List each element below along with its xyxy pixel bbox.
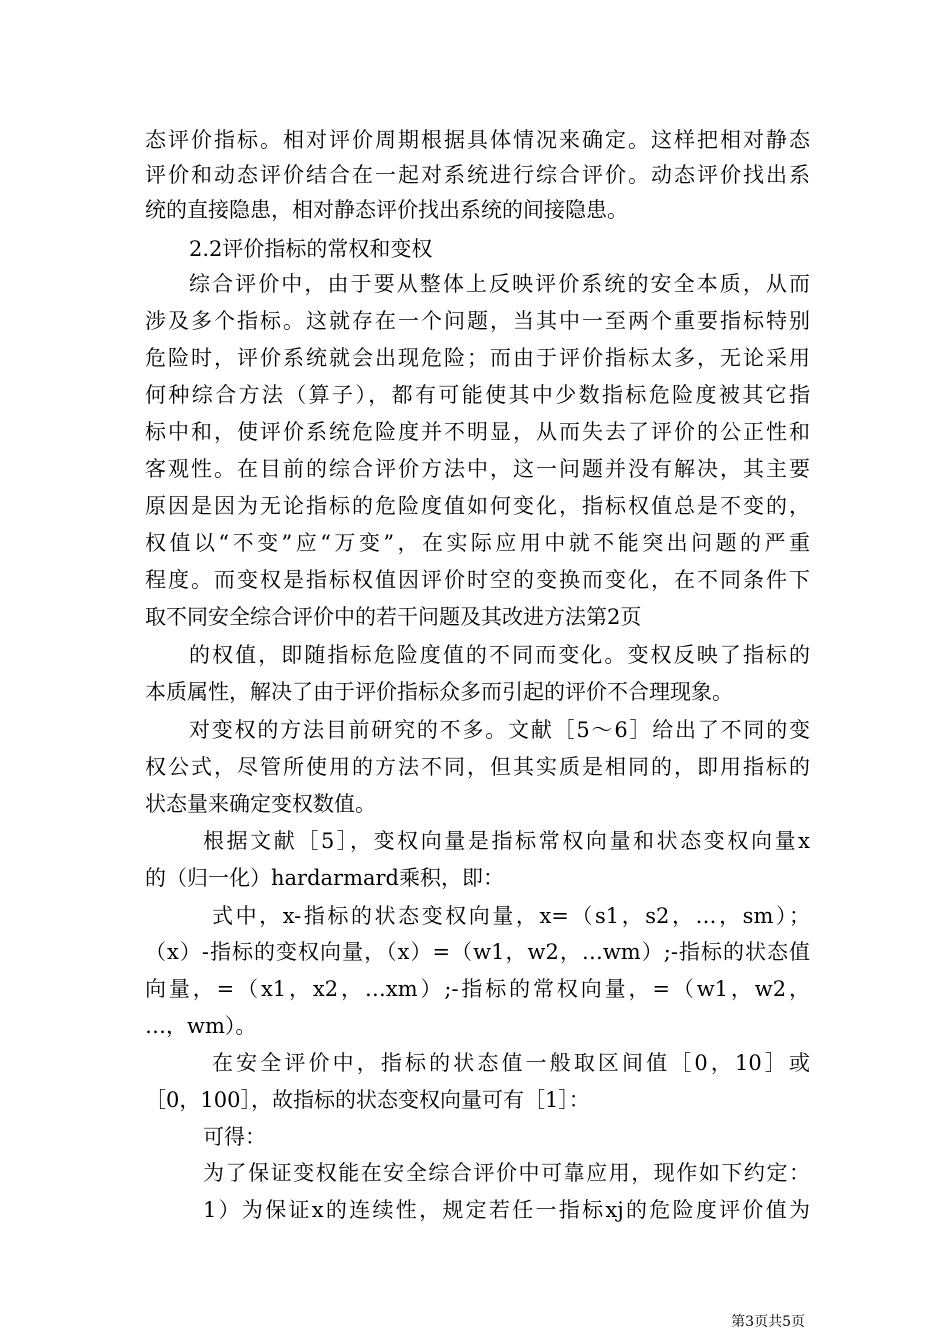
text-line: 对变权的方法目前研究的不多。文献［5～6］给出了不同的变: [189, 718, 810, 742]
text-line: 原因是因为无论指标的危险度值如何变化，指标权值总是不变的，: [145, 494, 810, 518]
text-line: 态评价指标。相对评价周期根据具体情况来确定。这样把相对静态: [145, 128, 810, 152]
section-heading: 2.2评价指标的常权和变权: [189, 237, 433, 261]
text-line: 评价和动态评价结合在一起对系统进行综合评价。动态评价找出系: [145, 163, 810, 187]
text-line: 取不同安全综合评价中的若干问题及其改进方法第2页: [145, 605, 642, 629]
text-line: 统的直接隐患，相对静态评价找出系统的间接隐患。: [145, 198, 628, 222]
text-line: 危险时，评价系统就会出现危险；而由于评价指标太多，无论采用: [145, 346, 810, 370]
text-line: 式中，x-指标的状态变权向量，x=（s1，s2，…，sm）；: [212, 904, 810, 928]
text-line: 涉及多个指标。这就存在一个问题，当其中一至两个重要指标特别: [145, 309, 810, 333]
text-line: 状态量来确定变权数值。: [145, 792, 376, 816]
text-line: 根据文献［5］，变权向量是指标常权向量和状态变权向量x: [203, 829, 810, 853]
text-line: 为了保证变权能在安全综合评价中可靠应用，现作如下约定：: [203, 1161, 810, 1185]
text-line: 程度。而变权是指标权值因评价时空的变换而变化，在不同条件下: [145, 568, 810, 592]
text-line: 本质属性，解决了由于评价指标众多而引起的评价不合理现象。: [145, 680, 733, 704]
text-line: 1）为保证x的连续性，规定若任一指标xj的危险度评价值为: [203, 1198, 810, 1222]
text-line: 的权值，即随指标危险度值的不同而变化。变权反映了指标的: [189, 643, 810, 667]
text-line: 向量，=（x1，x2，…xm）;-指标的常权向量，=（w1，w2，: [145, 977, 810, 1001]
text-line: （x）-指标的变权向量，（x）=（w1，w2，…wm）;-指标的状态值: [145, 940, 810, 964]
text-line: 何种综合方法（算子），都有可能使其中少数指标危险度被其它指: [145, 383, 810, 407]
text-line: 在安全评价中，指标的状态值一般取区间值［0，10］或: [212, 1051, 810, 1075]
text-line: 标中和，使评价系统危险度并不明显，从而失去了评价的公正性和: [145, 420, 810, 444]
text-line: 权公式，尽管所使用的方法不同，但其实质是相同的，即用指标的: [145, 755, 810, 779]
text-line: 综合评价中，由于要从整体上反映评价系统的安全本质，从而: [189, 272, 810, 296]
text-line: 客观性。在目前的综合评价方法中，这一问题并没有解决，其主要: [145, 457, 810, 481]
text-line: 的（归一化）hardarmard乘积，即：: [145, 866, 504, 890]
text-line: 可得：: [203, 1125, 266, 1149]
page-number: 第3页共5页: [731, 1314, 805, 1330]
text-line: …，wm）。: [145, 1014, 257, 1038]
text-line: 权值以“不变”应“万变”，在实际应用中就不能突出问题的严重: [145, 531, 810, 555]
text-line: ［0，100］，故指标的状态变权向量可有［1］：: [145, 1088, 590, 1112]
